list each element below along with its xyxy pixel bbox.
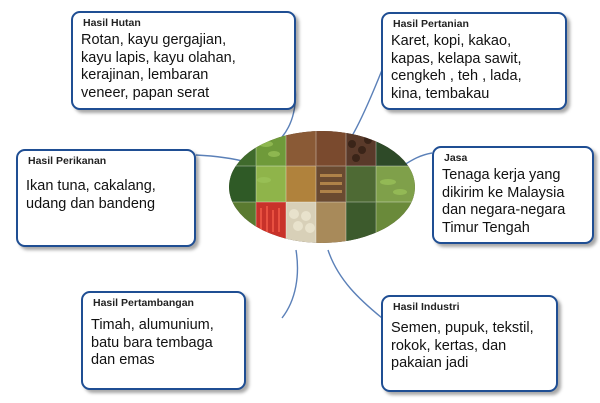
node-body: Semen, pupuk, tekstil, rokok, kertas, dan pakaian jadi (391, 320, 534, 371)
node-body: Ikan tuna, cakalang, udang dan bandeng (26, 178, 156, 212)
market-produce-collage-image (228, 130, 416, 244)
node-body: Tenaga kerja yang dikirim ke Malaysia dan negara-negara Timur Tengah (442, 167, 566, 236)
node-title: Hasil Pertanian (393, 18, 469, 30)
node-title: Hasil Industri (393, 301, 460, 313)
node-hasil-pertanian (381, 12, 567, 110)
node-title: Hasil Perikanan (28, 155, 107, 167)
node-title: Hasil Hutan (83, 17, 141, 29)
connector-hasil-pertanian (352, 70, 382, 136)
node-hasil-perikanan (16, 149, 196, 247)
node-jasa (432, 146, 594, 244)
node-hasil-industri (381, 295, 558, 392)
node-title: Hasil Pertambangan (93, 297, 194, 309)
connector-hasil-pertambangan (282, 250, 297, 318)
node-hasil-hutan (71, 11, 296, 110)
node-hasil-pertambangan (81, 291, 246, 390)
node-body: Timah, alumunium, batu bara tembaga dan emas (91, 317, 214, 368)
node-body: Rotan, kayu gergajian, kayu lapis, kayu olahan, kerajinan, lembaran veneer, papan serat (81, 32, 236, 101)
connector-hasil-industri (328, 250, 382, 318)
node-title: Jasa (444, 152, 468, 164)
node-body: Karet, kopi, kakao, kapas, kelapa sawit, cengkeh , teh , lada, kina, tembakau (391, 33, 522, 102)
